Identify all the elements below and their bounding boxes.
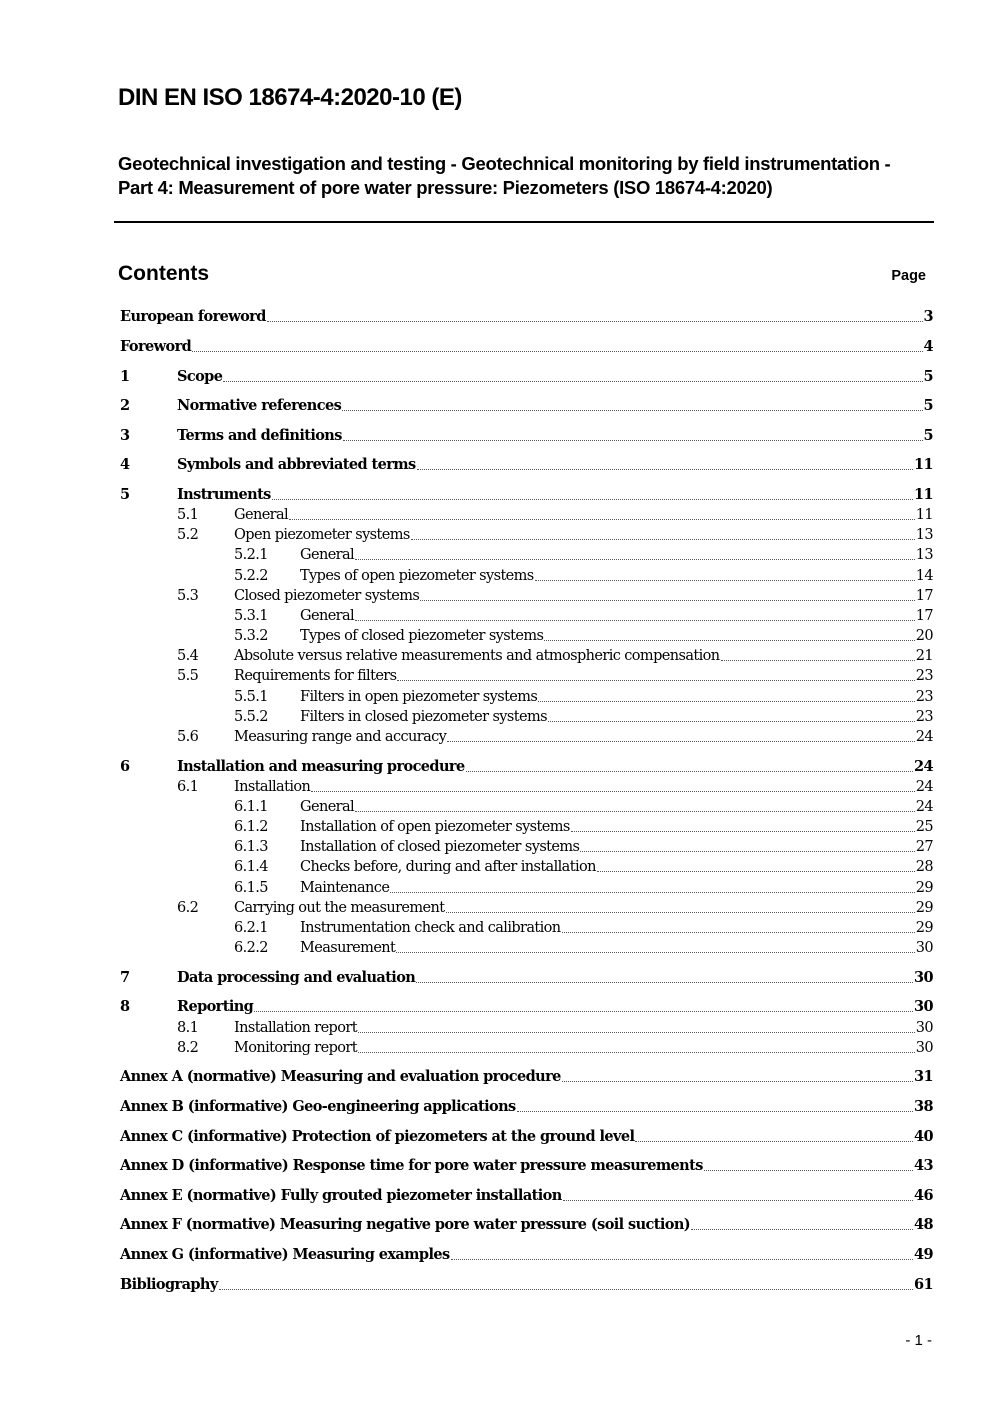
toc-entry[interactable] — [120, 1245, 933, 1265]
toc-entry[interactable] — [120, 566, 933, 586]
dot-leader — [447, 740, 915, 742]
toc-entry[interactable] — [120, 545, 933, 565]
toc-entry[interactable] — [120, 1018, 933, 1038]
toc-entry-number: 3 — [120, 427, 130, 444]
dot-leader — [535, 579, 915, 581]
toc-entry[interactable] — [120, 1156, 933, 1176]
dot-leader — [562, 1080, 913, 1082]
toc-entry-number: 2 — [120, 397, 130, 414]
toc-entry[interactable] — [120, 797, 933, 817]
dot-leader — [311, 790, 915, 792]
toc-entry[interactable] — [120, 878, 933, 898]
toc-entry-page: 29 — [915, 880, 933, 896]
toc-entry-number: 5.3 — [177, 588, 199, 604]
toc-entry-page: 43 — [914, 1157, 933, 1174]
toc-entry[interactable] — [120, 997, 933, 1017]
dot-leader — [358, 1051, 915, 1053]
toc-entry-number: 6.1.5 — [234, 880, 268, 896]
title-divider — [114, 221, 934, 223]
dot-leader — [538, 700, 914, 702]
toc-entry[interactable] — [120, 857, 933, 877]
toc-entry-number: 1 — [120, 368, 130, 385]
dot-leader — [396, 951, 914, 953]
toc-entry-page: 29 — [915, 900, 933, 916]
toc-entry-page: 30 — [914, 998, 933, 1015]
toc-entry[interactable] — [120, 455, 933, 475]
dot-leader — [451, 1258, 913, 1260]
toc-entry-label: General — [234, 507, 289, 523]
dot-leader — [416, 981, 913, 983]
toc-entry-number: 8 — [120, 998, 130, 1015]
toc-entry-number: 8.1 — [177, 1020, 199, 1036]
toc-entry-label: Installation report — [234, 1020, 357, 1036]
dot-leader — [417, 468, 913, 470]
toc-entry-page: 27 — [915, 839, 933, 855]
dot-leader — [548, 720, 915, 722]
toc-entry-page: 13 — [915, 527, 933, 543]
dot-leader — [355, 619, 915, 621]
toc-entry[interactable] — [120, 367, 933, 387]
toc-entry-label: Types of open piezometer systems — [300, 568, 534, 584]
toc-entry-page: 29 — [915, 920, 933, 936]
toc-entry-page: 30 — [915, 940, 933, 956]
toc-entry-number: 6.1.2 — [234, 819, 268, 835]
contents-heading: Contents — [118, 262, 209, 285]
dot-leader — [343, 439, 923, 441]
toc-entry-label: Installation — [234, 779, 311, 795]
toc-entry[interactable] — [120, 1097, 933, 1117]
toc-entry[interactable] — [120, 898, 933, 918]
toc-entry[interactable] — [120, 1127, 933, 1147]
toc-entry-page: 30 — [915, 1040, 933, 1056]
toc-entry-page: 24 — [915, 799, 933, 815]
toc-entry-number: 7 — [120, 969, 130, 986]
toc-entry-page: 17 — [915, 588, 933, 604]
toc-entry-label: Reporting — [177, 998, 254, 1015]
toc-entry-label: Carrying out the measurement — [234, 900, 445, 916]
dot-leader — [219, 1288, 913, 1290]
toc-entry-page: 30 — [915, 1020, 933, 1036]
toc-entry-label: Measurement — [300, 940, 396, 956]
toc-entry-label: Installation of open piezometer systems — [300, 819, 570, 835]
toc-entry[interactable] — [120, 1186, 933, 1206]
toc-entry-page: 25 — [915, 819, 933, 835]
toc-entry[interactable] — [120, 707, 933, 727]
toc-entry[interactable] — [120, 1275, 933, 1295]
toc-entry[interactable] — [120, 918, 933, 938]
toc-entry-page: 5 — [923, 368, 933, 385]
document-subtitle: Geotechnical investigation and testing - Geotechnical monitoring by field instrumentation - Part 4: Measurement of pore water pressure: Piezometers (ISO 18674-4:2020) — [118, 153, 891, 198]
footer-page-number: - 1 - — [905, 1332, 932, 1349]
toc-entry-number: 5.1 — [177, 507, 199, 523]
toc-entry-page: 49 — [914, 1246, 933, 1263]
toc-entry-label: Annex G (informative) Measuring examples — [120, 1246, 450, 1263]
dot-leader — [597, 870, 915, 872]
dot-leader — [390, 891, 914, 893]
dot-leader — [358, 1031, 915, 1033]
dot-leader — [355, 558, 915, 560]
toc-entry-page: 5 — [923, 397, 933, 414]
toc-entry-page: 30 — [914, 969, 933, 986]
dot-leader — [517, 1110, 913, 1112]
toc-entry-number: 6.1 — [177, 779, 199, 795]
dot-leader — [342, 409, 922, 411]
toc-entry-number: 4 — [120, 456, 130, 473]
toc-entry-number: 5.5.2 — [234, 709, 268, 725]
dot-leader — [355, 810, 915, 812]
toc-entry-number: 6.2.2 — [234, 940, 268, 956]
dot-leader — [192, 350, 922, 352]
toc-entry-label: Annex F (normative) Measuring negative pore water pressure (soil suction) — [120, 1216, 691, 1233]
toc-entry[interactable] — [120, 968, 933, 988]
toc-entry-page: 28 — [915, 859, 933, 875]
toc-entry-label: Normative references — [177, 397, 342, 414]
toc-entry[interactable] — [120, 586, 933, 606]
dot-leader — [289, 518, 915, 520]
toc-entry[interactable] — [120, 396, 933, 416]
toc-entry-label: Terms and definitions — [177, 427, 342, 444]
toc-entry-page: 4 — [923, 338, 933, 355]
dot-leader — [580, 850, 914, 852]
dot-leader — [446, 911, 915, 913]
toc-entry[interactable] — [120, 485, 933, 505]
toc-entry-number: 5.6 — [177, 729, 199, 745]
toc-entry-number: 8.2 — [177, 1040, 199, 1056]
toc-entry[interactable] — [120, 626, 933, 646]
toc-entry-label: Foreword — [120, 338, 192, 355]
toc-entry-page: 5 — [923, 427, 933, 444]
toc-entry-number: 5.2 — [177, 527, 199, 543]
toc-entry-page: 31 — [914, 1068, 933, 1085]
toc-entry[interactable] — [120, 777, 933, 797]
toc-entry-number: 6.2.1 — [234, 920, 268, 936]
toc-entry[interactable] — [120, 646, 933, 666]
toc-entry-label: Data processing and evaluation — [177, 969, 416, 986]
toc-entry-page: 24 — [915, 779, 933, 795]
dot-leader — [411, 538, 915, 540]
dot-leader — [254, 1010, 913, 1012]
dot-leader — [466, 770, 913, 772]
toc-entry-number: 5.2.2 — [234, 568, 268, 584]
toc-entry-label: Bibliography — [120, 1276, 218, 1293]
toc-entry-label: General — [300, 799, 355, 815]
toc-entry-page: 11 — [914, 456, 933, 473]
toc-entry[interactable] — [120, 1067, 933, 1087]
toc-entry-page: 11 — [915, 507, 933, 523]
toc-entry-page: 48 — [914, 1216, 933, 1233]
toc-entry-label: Types of closed piezometer systems — [300, 628, 544, 644]
dot-leader — [571, 830, 915, 832]
dot-leader — [562, 931, 915, 933]
toc-entry-page: 24 — [915, 729, 933, 745]
toc-entry-number: 5.5 — [177, 668, 199, 684]
toc-entry[interactable] — [120, 606, 933, 626]
toc-entry-page: 14 — [915, 568, 933, 584]
toc-entry-page: 3 — [923, 308, 933, 325]
toc-entry-label: Requirements for filters — [234, 668, 397, 684]
toc-entry-page: 61 — [914, 1276, 933, 1293]
toc-entry-page: 23 — [915, 668, 933, 684]
dot-leader — [635, 1140, 913, 1142]
toc-entry-number: 5.3.1 — [234, 608, 268, 624]
toc-entry-label: Symbols and abbreviated terms — [177, 456, 416, 473]
toc-entry-label: Measuring range and accuracy — [234, 729, 447, 745]
toc-entry-page: 38 — [914, 1098, 933, 1115]
toc-entry-page: 21 — [915, 648, 933, 664]
toc-entry[interactable] — [120, 837, 933, 857]
toc-entry-label: Instrumentation check and calibration — [300, 920, 561, 936]
toc-entry-label: European foreword — [120, 308, 266, 325]
toc-entry[interactable] — [120, 307, 933, 327]
toc-entry-page: 11 — [914, 486, 933, 503]
toc-entry-label: Open piezometer systems — [234, 527, 410, 543]
toc-entry-label: Maintenance — [300, 880, 390, 896]
toc-entry[interactable] — [120, 938, 933, 958]
toc-entry-number: 5.4 — [177, 648, 199, 664]
toc-entry-label: Annex E (normative) Fully grouted piezometer installation — [120, 1187, 562, 1204]
toc-entry-label: Installation and measuring procedure — [177, 758, 465, 775]
toc-entry-label: Installation of closed piezometer systems — [300, 839, 580, 855]
toc-entry-number: 5.5.1 — [234, 689, 268, 705]
toc-entry-label: Absolute versus relative measurements and atmospheric compensation — [234, 648, 720, 664]
toc-entry-number: 6.1.1 — [234, 799, 268, 815]
dot-leader — [272, 498, 913, 500]
toc-entry[interactable] — [120, 1215, 933, 1235]
toc-entry[interactable] — [120, 426, 933, 446]
toc-entry-label: Annex A (normative) Measuring and evaluation procedure — [120, 1068, 561, 1085]
toc-entry-number: 5.2.1 — [234, 547, 268, 563]
toc-entry-label: Annex B (informative) Geo-engineering applications — [120, 1098, 516, 1115]
toc-entry-page: 40 — [914, 1128, 933, 1145]
dot-leader — [544, 639, 914, 641]
toc-entry-page: 46 — [914, 1187, 933, 1204]
toc-entry-label: Annex C (informative) Protection of piezometers at the ground level — [120, 1128, 635, 1145]
toc-entry[interactable] — [120, 525, 933, 545]
toc-entry-label: General — [300, 547, 355, 563]
toc-entry-page: 17 — [915, 608, 933, 624]
toc-entry-label: Scope — [177, 368, 223, 385]
toc-entry-number: 6 — [120, 758, 130, 775]
dot-leader — [691, 1228, 913, 1230]
toc-entry[interactable] — [120, 1038, 933, 1058]
toc-entry-page: 23 — [915, 689, 933, 705]
dot-leader — [704, 1169, 913, 1171]
toc-entry-label: Instruments — [177, 486, 271, 503]
dot-leader — [420, 599, 915, 601]
toc-entry-number: 6.1.4 — [234, 859, 268, 875]
dot-leader — [563, 1199, 913, 1201]
document-title: DIN EN ISO 18674-4:2020-10 (E) — [118, 84, 462, 111]
toc-entry-number: 5 — [120, 486, 130, 503]
page-column-label: Page — [891, 268, 926, 284]
dot-leader — [397, 679, 914, 681]
toc-entry-page: 13 — [915, 547, 933, 563]
toc-entry[interactable] — [120, 687, 933, 707]
toc-entry[interactable] — [120, 817, 933, 837]
toc-entry[interactable] — [120, 666, 933, 686]
toc-entry-page: 24 — [914, 758, 933, 775]
toc-entry-label: Annex D (informative) Response time for pore water pressure measurements — [120, 1157, 703, 1174]
dot-leader — [721, 659, 915, 661]
toc-entry-number: 6.1.3 — [234, 839, 268, 855]
toc-entry-label: Closed piezometer systems — [234, 588, 420, 604]
toc-entry-number: 5.3.2 — [234, 628, 268, 644]
toc-entry-label: Filters in closed piezometer systems — [300, 709, 547, 725]
toc-entry[interactable] — [120, 727, 933, 747]
toc-entry-label: Filters in open piezometer systems — [300, 689, 538, 705]
toc-entry-label: Checks before, during and after installation — [300, 859, 596, 875]
toc-entry-page: 23 — [915, 709, 933, 725]
toc-entry-label: General — [300, 608, 355, 624]
toc-entry-label: Monitoring report — [234, 1040, 357, 1056]
toc-entry[interactable] — [120, 505, 933, 525]
toc-entry-number: 6.2 — [177, 900, 199, 916]
toc-entry[interactable] — [120, 757, 933, 777]
dot-leader — [223, 380, 922, 382]
toc-entry[interactable] — [120, 337, 933, 357]
dot-leader — [267, 320, 923, 322]
toc-entry-page: 20 — [915, 628, 933, 644]
